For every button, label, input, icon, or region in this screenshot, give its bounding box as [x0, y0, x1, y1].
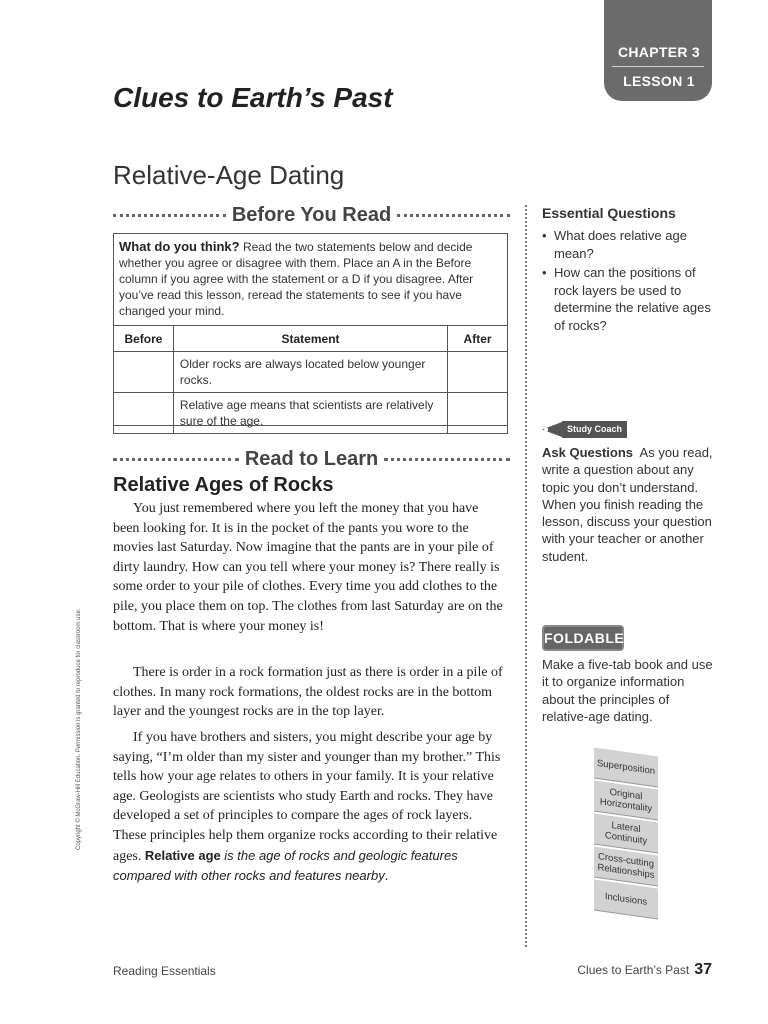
body-paragraph: There is order in a rock formation just as there is order in a pile of clothes. In many rock formations, the oldest rocks are in the bottom layer and the youngest rocks are in the top layer. — [113, 665, 503, 720]
before-cell[interactable] — [114, 352, 174, 393]
after-cell[interactable] — [448, 352, 508, 393]
section-heading: Relative Ages of Rocks — [113, 474, 334, 496]
before-you-read-banner — [113, 202, 510, 228]
before-cell[interactable] — [114, 393, 174, 434]
banner-dots-left — [113, 458, 239, 461]
ask-text: As you read, write a question about any topic you don’t understand. When you finish reading the lesson, discuss your question with your teacher or another student. — [542, 445, 713, 564]
banner-label: Read to Learn — [244, 447, 379, 470]
list-item — [542, 264, 714, 334]
fold-tab: Original Horizontality — [594, 781, 658, 821]
prompt-lead: What do you think? — [119, 239, 240, 254]
term-definition: is the age of rocks and geologic features compared with other rocks and features nearby — [113, 847, 458, 884]
table-header-row — [114, 326, 508, 352]
question-text: How can the positions of rock layers be used to determine the relative ages of rocks? — [554, 265, 711, 333]
column-divider — [525, 205, 527, 947]
banner-dots-right — [397, 214, 510, 217]
foldables-instructions: Make a five-tab book and use it to organize information about the principles of relative-age dating. — [542, 657, 713, 724]
lesson-label: LESSON 1 — [623, 73, 695, 89]
footer-book-title: Reading Essentials — [113, 964, 216, 978]
ask-lead: Ask Questions — [542, 445, 634, 460]
paragraph-text: If you have brothers and sisters, you might describe your age by saying, “I’m older than my sister and younger than my brother.” This tells how your age relates to others in your family. It is your relative age. Geologists are scientists who study Earth and rocks. They have developed a set of principles to compare the ages of rock layers. These principles help them organize rocks according to their relative ages. — [113, 730, 501, 864]
ask-questions-tip — [542, 444, 714, 565]
anticipation-table — [113, 325, 508, 434]
fold-tab: Cross-cutting Relationships — [594, 847, 658, 887]
banner-dots-left — [113, 214, 226, 217]
after-cell[interactable] — [448, 393, 508, 434]
anticipation-instructions — [119, 239, 503, 319]
statement-cell: Relative age means that scientists are relatively sure of the age. — [173, 393, 447, 434]
question-text: What does relative age mean? — [554, 228, 687, 261]
statement-cell: Older rocks are always located below younger rocks. — [173, 352, 447, 393]
chapter-label: CHAPTER 3 — [617, 44, 701, 60]
definition-end: . — [384, 869, 389, 885]
tab-divider — [612, 66, 704, 67]
footer-chapter — [577, 961, 712, 979]
fold-tab: Lateral Continuity — [594, 814, 658, 854]
fold-tab: Inclusions — [594, 880, 658, 920]
bullet-icon: • — [542, 265, 547, 280]
essential-questions-title: Essential Questions — [542, 205, 676, 221]
fold-tab: Superposition — [594, 748, 658, 788]
table-row — [114, 393, 508, 434]
prompt-text: Read the two statements below and decide whether you agree or disagree with them. Place an A in the Before column if you agree with the statement or a D if you disagree. After you’ve read this lesson, reread the statements to see if you have changed your mind. — [119, 240, 474, 318]
essential-questions-list — [542, 227, 714, 336]
banner-dots-right — [384, 458, 510, 461]
column-header-statement: Statement — [173, 326, 447, 352]
page-number: 37 — [694, 961, 712, 978]
chapter-title: Clues to Earth’s Past — [113, 82, 393, 113]
list-item — [542, 227, 714, 262]
lesson-title: Relative-Age Dating — [113, 160, 345, 190]
bullet-icon: • — [542, 228, 547, 243]
banner-label: Before You Read — [231, 203, 392, 226]
table-row — [114, 352, 508, 393]
body-paragraph — [113, 728, 507, 887]
five-tab-book-illustration — [594, 750, 658, 915]
copyright-notice: Copyright © McGraw-Hill Education. Permission is granted to reproduce for classroom use. — [76, 608, 82, 850]
foldables-logo: FOLDABLES — [542, 625, 624, 651]
footer-chapter-title: Clues to Earth’s Past — [577, 963, 690, 977]
column-header-before: Before — [114, 326, 174, 352]
vocabulary-term: Relative age — [144, 847, 221, 863]
read-to-learn-banner — [113, 446, 510, 472]
column-header-after: After — [448, 326, 508, 352]
study-coach-label: Study Coach — [562, 421, 627, 438]
body-paragraph: You just remembered where you left the money that you have been looking for. It is in the pocket of the pants you wore to the movies last Saturday. Now imagine that the pants are in your pile of dirty laundry. How can you tell where your money is? There really is some order to your pile of clothes. Every time you add clothes to the pile, you place them on top. The clothes from last Saturday are on the bottom. That is where your money is! — [113, 501, 503, 634]
